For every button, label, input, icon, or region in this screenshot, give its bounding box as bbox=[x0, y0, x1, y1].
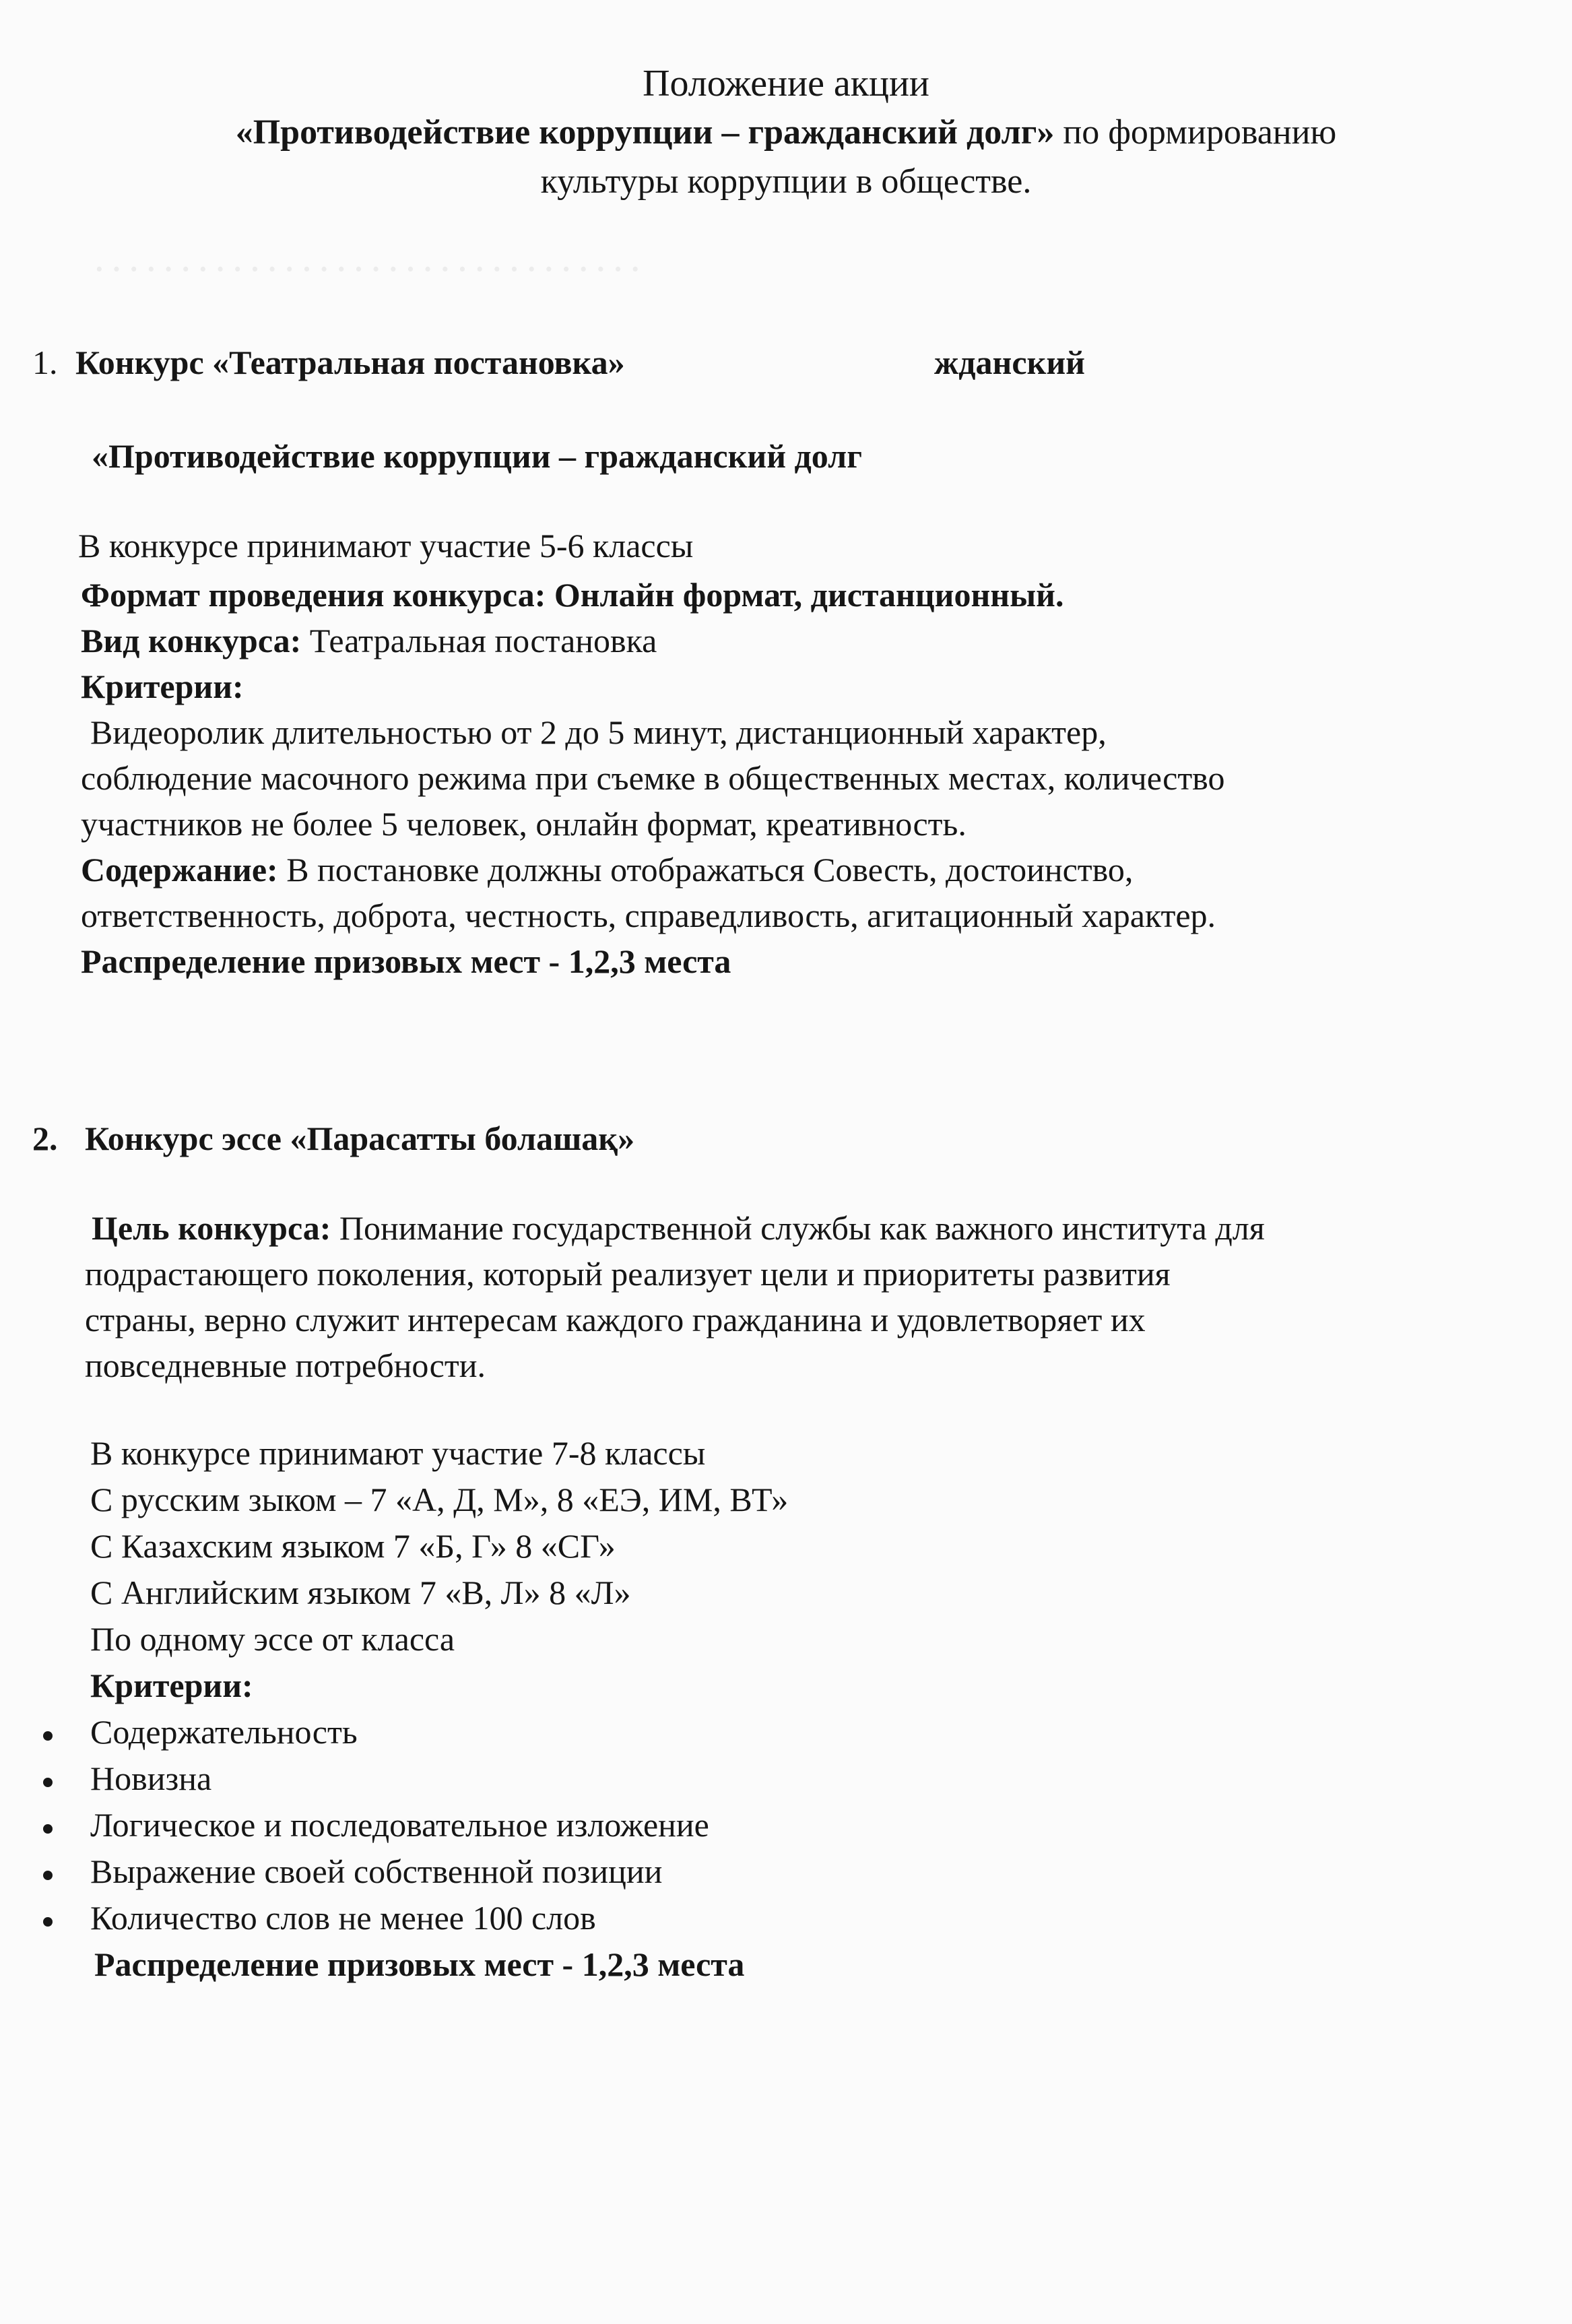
section1-prizes: Распределение призовых мест - 1,2,3 места bbox=[81, 942, 731, 980]
section2-criteria-item: Новизна bbox=[90, 1760, 212, 1797]
section1-criteria-line: соблюдение масочного режима при съемке в общественных местах, количество bbox=[81, 759, 1225, 797]
subtitle-bold: «Противодействие коррупции – гражданский долг» bbox=[235, 113, 1055, 152]
document-subtitle bbox=[0, 111, 1572, 154]
section2-criteria-label: Критерии: bbox=[90, 1667, 253, 1704]
bullet-icon bbox=[43, 1731, 53, 1741]
section2-criteria-item: Выражение своей собственной позиции bbox=[90, 1852, 663, 1890]
section2-goal-label: Цель конкурса: bbox=[92, 1209, 331, 1247]
section2-goal-line: повседневные потребности. bbox=[85, 1347, 486, 1384]
section2-language-line: По одному эссе от класса bbox=[90, 1620, 455, 1658]
section2-number: 2. bbox=[32, 1120, 58, 1157]
section2-language-line: С Казахским языком 7 «Б, Г» 8 «СГ» bbox=[90, 1527, 616, 1565]
bullet-icon bbox=[43, 1871, 53, 1880]
section1-content-line1: В постановке должны отображаться Совесть, достоинство, bbox=[277, 851, 1134, 889]
section1-criteria-line: участников не более 5 человек, онлайн формат, креативность. bbox=[81, 805, 967, 843]
section1-content-label: Содержание: bbox=[81, 851, 278, 889]
section1-heading: Конкурс «Театральная постановка» bbox=[75, 344, 625, 381]
section1-fragment: жданский bbox=[934, 344, 1085, 381]
section2-language-line: С Английским языком 7 «В, Л» 8 «Л» bbox=[90, 1574, 631, 1611]
section1-format: Формат проведения конкурса: Онлайн формат, дистанционный. bbox=[81, 576, 1064, 614]
section1-content-line2: ответственность, доброта, честность, справедливость, агитационный характер. bbox=[81, 897, 1216, 934]
section1-criteria-label: Критерии: bbox=[81, 668, 244, 705]
document-title: Положение акции bbox=[643, 63, 929, 104]
bullet-icon bbox=[43, 1778, 53, 1787]
section1-content bbox=[81, 848, 1133, 891]
section2-goal-line: подрастающего поколения, который реализует цели и приоритеты развития bbox=[85, 1255, 1171, 1293]
subtitle-rest: по формированию bbox=[1054, 113, 1337, 152]
bullet-icon bbox=[43, 1917, 53, 1927]
section2-goal-line1: Понимание государственной службы как важного института для bbox=[331, 1209, 1265, 1247]
section2-participants: В конкурсе принимают участие 7-8 классы bbox=[90, 1434, 706, 1472]
section1-type-value: Театральная постановка bbox=[301, 622, 657, 659]
section2-heading: Конкурс эссе «Парасатты болашақ» bbox=[85, 1120, 635, 1157]
section2-criteria-item: Логическое и последовательное изложение bbox=[90, 1806, 709, 1844]
section1-criteria-line: Видеоролик длительностью от 2 до 5 минут, дистанционный характер, bbox=[90, 713, 1107, 751]
section2-language-line: С русским зыком – 7 «А, Д, М», 8 «ЕЭ, ИМ, ВТ» bbox=[90, 1481, 789, 1518]
bullet-icon bbox=[43, 1824, 53, 1834]
document-subtitle-line2: культуры коррупции в обществе. bbox=[540, 162, 1032, 201]
section2-criteria-item: Количество слов не менее 100 слов bbox=[90, 1899, 596, 1937]
section1-number: 1. bbox=[32, 344, 58, 381]
section2-goal-line: страны, верно служит интересам каждого гражданина и удовлетворяет их bbox=[85, 1301, 1146, 1338]
section1-participants: В конкурсе принимают участие 5-6 классы bbox=[78, 527, 694, 564]
bleed-through-text: · · · · · · · · · · · · · · · · · · · · · · · · · · · · · · · · bbox=[94, 253, 641, 286]
section1-type-label: Вид конкурса: bbox=[81, 622, 302, 659]
section2-goal bbox=[92, 1206, 1265, 1250]
section1-type bbox=[81, 619, 657, 662]
section1-slogan: «Противодействие коррупции – гражданский долг bbox=[92, 437, 862, 475]
section2-criteria-item: Содержательность bbox=[90, 1713, 358, 1751]
section2-prizes: Распределение призовых мест - 1,2,3 места bbox=[94, 1945, 745, 1983]
